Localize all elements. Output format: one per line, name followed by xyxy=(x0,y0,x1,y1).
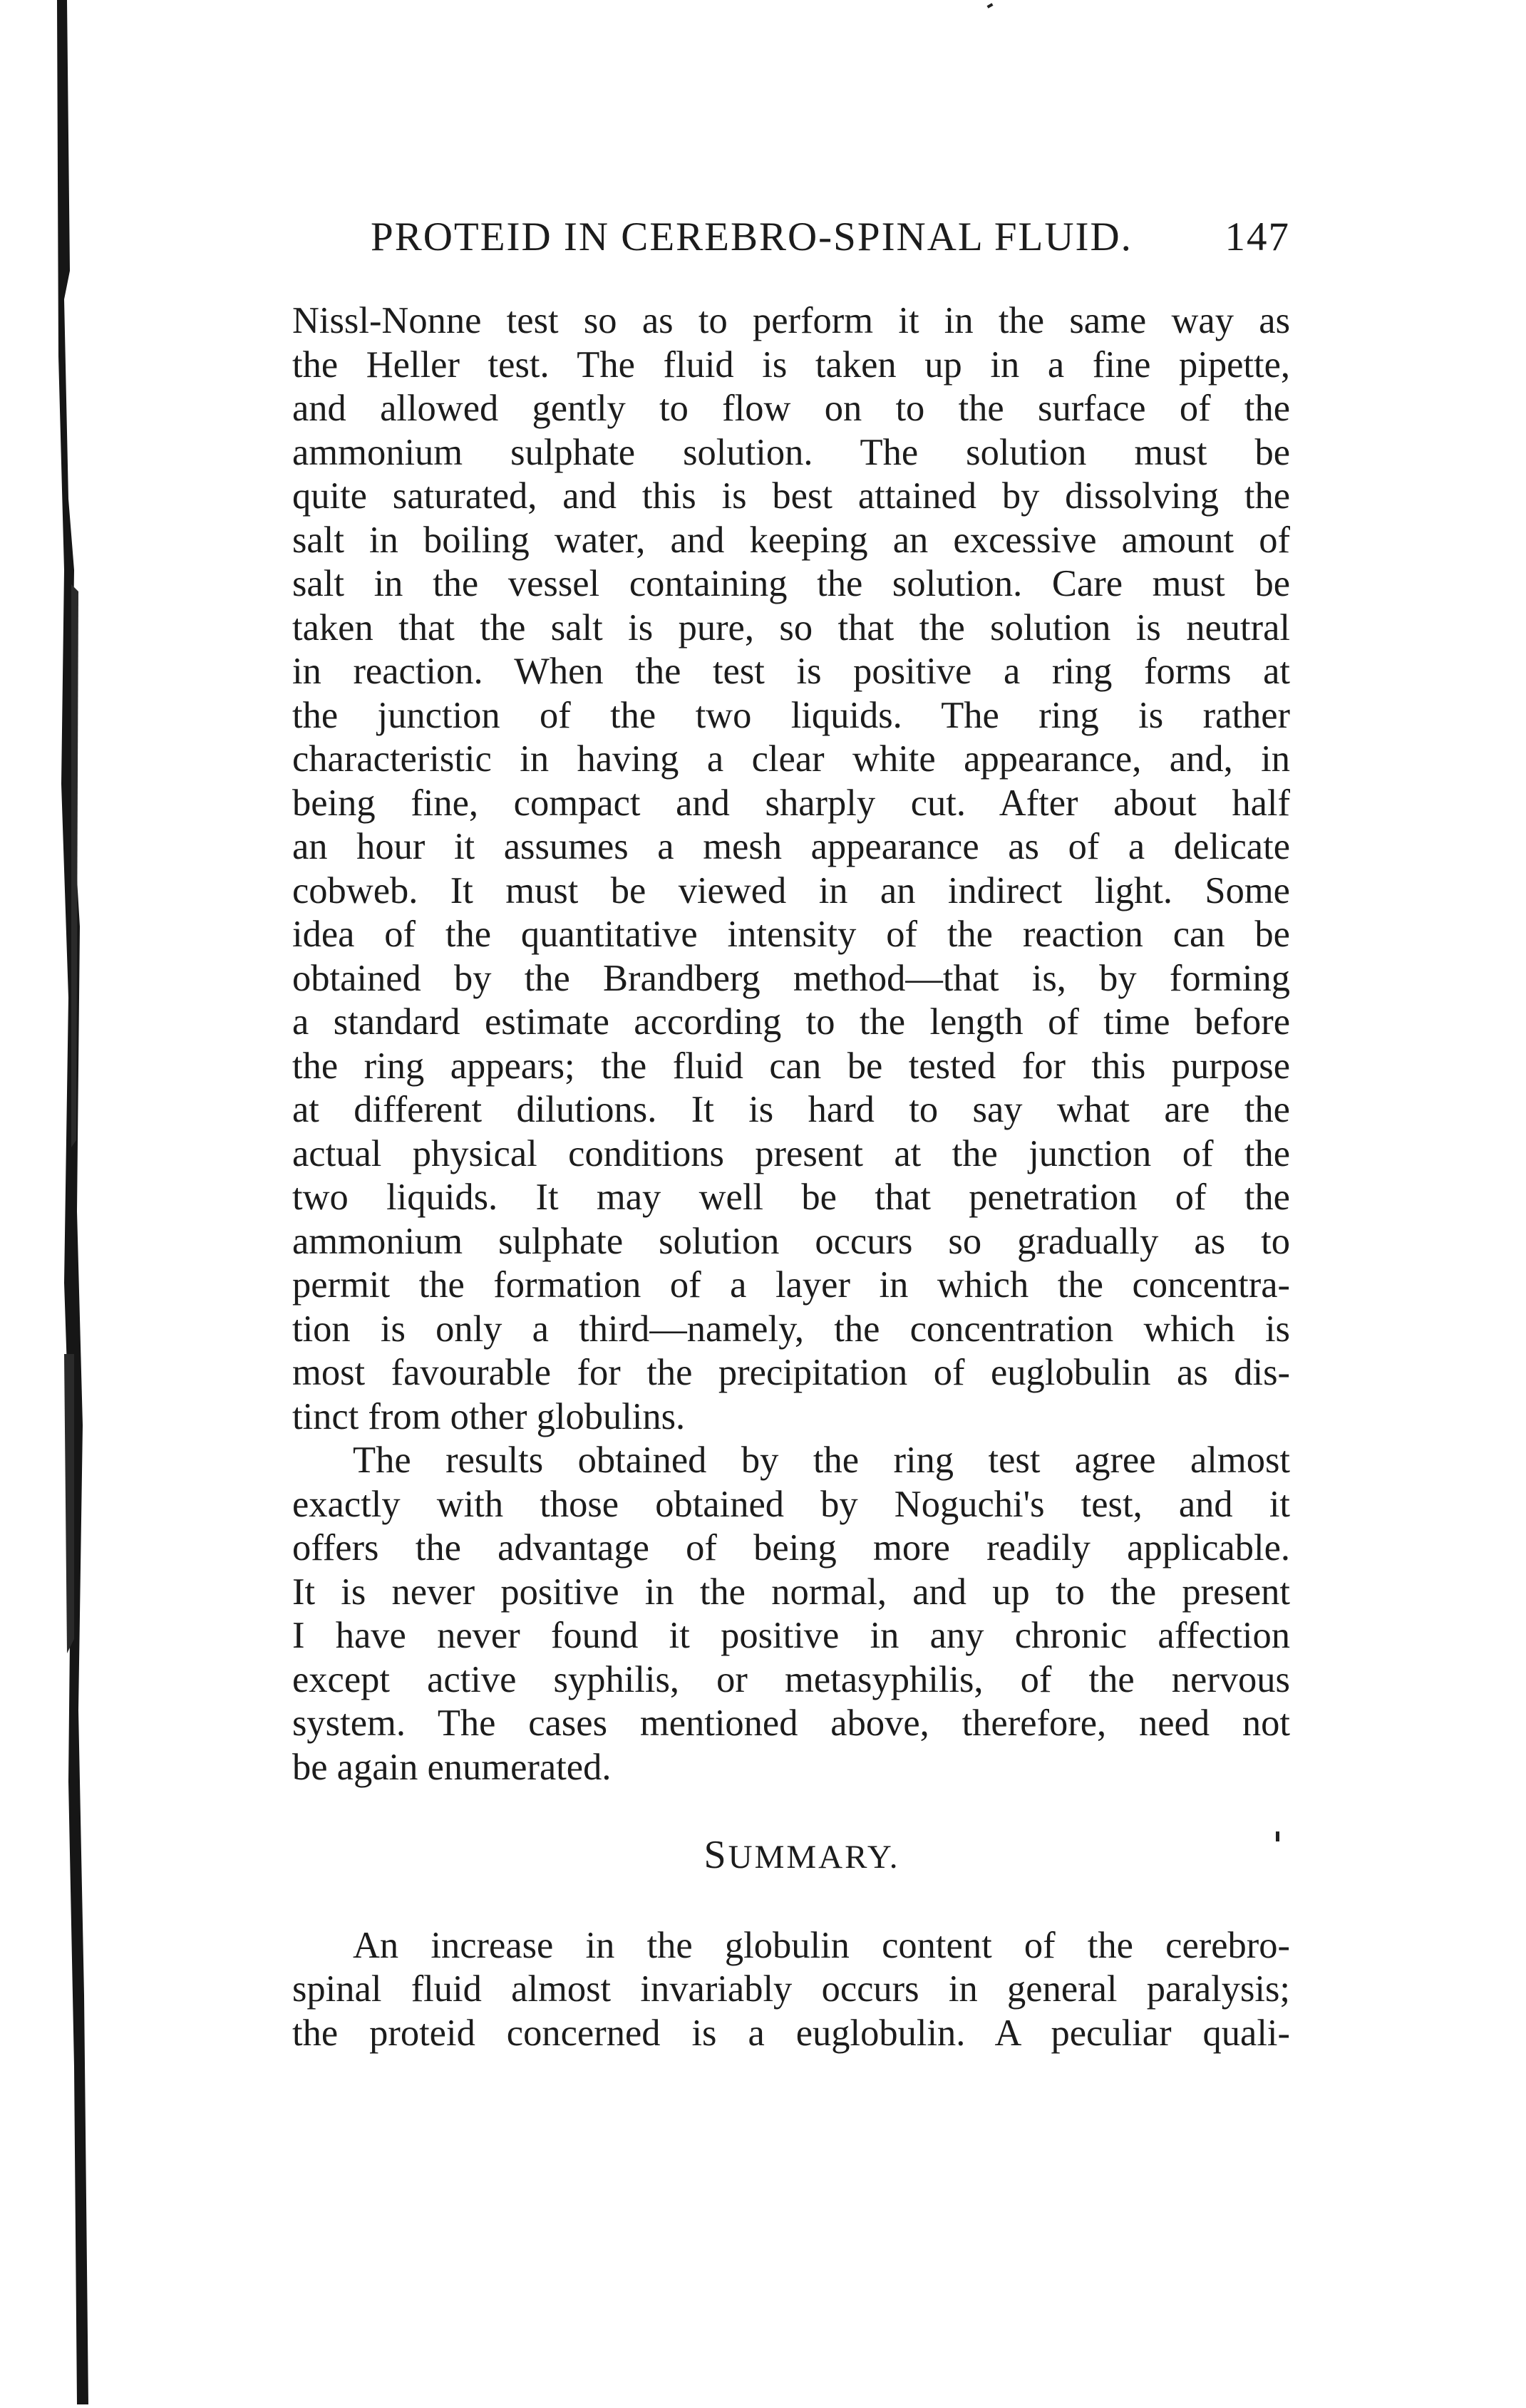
page-number: 147 xyxy=(1225,215,1290,259)
text-line: a standard estimate according to the length of time before xyxy=(292,1001,1290,1043)
text-line: quite saturated, and this is best attained by dissolving the xyxy=(292,475,1290,517)
paragraph xyxy=(292,299,1290,1439)
text-line: spinal fluid almost invariably occurs in general paralysis; xyxy=(292,1968,1290,2010)
binding-edge xyxy=(43,0,107,2404)
section-heading-initial: S xyxy=(703,1833,728,1877)
section-heading-rest: UMMARY. xyxy=(728,1839,900,1876)
text-line: the junction of the two liquids. The ring is rather xyxy=(292,694,1290,736)
text-line: characteristic in having a clear white appearance, and, in xyxy=(292,738,1290,780)
text-line: exactly with those obtained by Noguchi's test, and it xyxy=(292,1483,1290,1525)
text-line: I have never found it positive in any chronic affection xyxy=(292,1615,1290,1656)
text-line: tinct from other globulins. xyxy=(292,1395,686,1437)
running-head xyxy=(371,214,1290,260)
text-line: most favourable for the precipitation of euglobulin as dis- xyxy=(292,1352,1290,1393)
text-line: in reaction. When the test is positive a ring forms at xyxy=(292,651,1290,692)
text-line: at different dilutions. It is hard to say what are the xyxy=(292,1089,1290,1130)
scan-speck xyxy=(987,3,994,8)
text-line: Nissl-Nonne test so as to perform it in the same way as xyxy=(292,300,1290,341)
text-line: ammonium sulphate solution. The solution must be xyxy=(292,431,1290,473)
text-line: two liquids. It may well be that penetration of the xyxy=(292,1177,1290,1218)
text-line: be again enumerated. xyxy=(292,1746,612,1788)
text-line: permit the formation of a layer in which the concentra- xyxy=(292,1264,1290,1306)
text-line: being fine, compact and sharply cut. After about half xyxy=(292,782,1290,824)
binding-shadow xyxy=(43,0,107,2404)
text-line: salt in boiling water, and keeping an excessive amount of xyxy=(292,519,1290,561)
text-line: taken that the salt is pure, so that the solution is neutral xyxy=(292,606,1290,648)
text-line: offers the advantage of being more readily applicable. xyxy=(292,1527,1290,1569)
paragraph xyxy=(292,1439,1290,1789)
text-line: idea of the quantitative intensity of the reaction can be xyxy=(292,914,1290,955)
paragraph xyxy=(292,1924,1290,2056)
running-head-title: PROTEID IN CEREBRO-SPINAL FLUID. xyxy=(371,215,1133,259)
text-line: actual physical conditions present at the junction of the xyxy=(292,1132,1290,1174)
text-line: an hour it assumes a mesh appearance as of a delicate xyxy=(292,826,1290,867)
text-line: The results obtained by the ring test agree almost xyxy=(353,1440,1290,1481)
text-line: and allowed gently to flow on to the surface of the xyxy=(292,388,1290,429)
text-line: system. The cases mentioned above, therefore, need not xyxy=(292,1702,1290,1744)
text-line: An increase in the globulin content of the cerebro- xyxy=(353,1924,1290,1966)
body-text xyxy=(292,299,1290,2055)
text-line: tion is only a third—namely, the concentration which is xyxy=(292,1308,1290,1350)
text-line: It is never positive in the normal, and up to the present xyxy=(292,1571,1290,1613)
text-line: obtained by the Brandberg method—that is, by forming xyxy=(292,957,1290,999)
section-heading xyxy=(292,1834,1290,1880)
text-line: cobweb. It must be viewed in an indirect light. Some xyxy=(292,869,1290,911)
text-line: except active syphilis, or metasyphilis, of the nervous xyxy=(292,1658,1290,1700)
text-line: the proteid concerned is a euglobulin. A peculiar quali- xyxy=(292,2012,1290,2054)
text-line: salt in the vessel containing the solution. Care must be xyxy=(292,563,1290,604)
text-line: ammonium sulphate solution occurs so gradually as to xyxy=(292,1220,1290,1262)
text-line: the ring appears; the fluid can be tested for this purpose xyxy=(292,1045,1290,1087)
text-line: the Heller test. The fluid is taken up in a fine pipette, xyxy=(292,343,1290,386)
